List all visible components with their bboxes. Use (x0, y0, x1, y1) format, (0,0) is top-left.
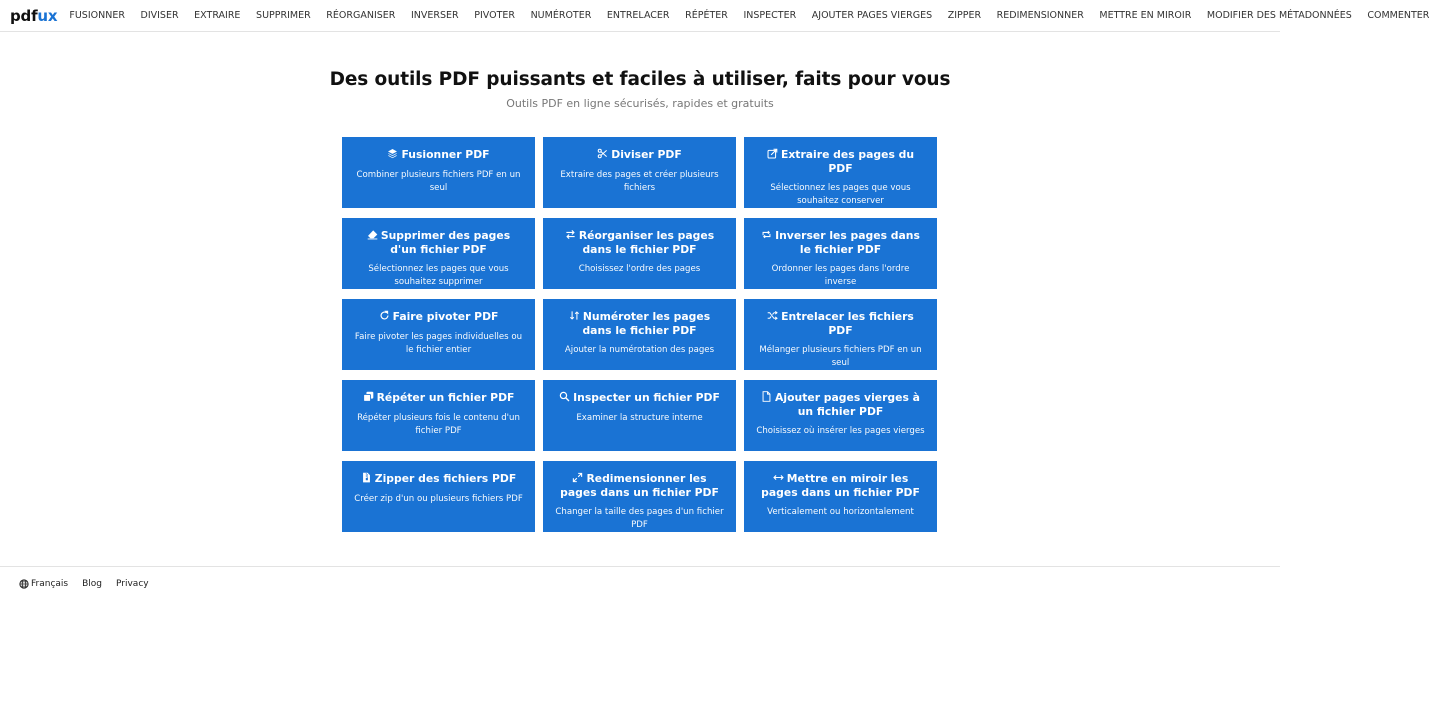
tool-card-title-text: Répéter un fichier PDF (376, 391, 515, 404)
tool-card-title-text: Entrelacer les fichiers PDF (781, 310, 914, 337)
tool-card[interactable] (744, 461, 937, 532)
tool-card-title (756, 391, 925, 418)
tool-card-description: Choisissez où insérer les pages vierges (756, 426, 925, 436)
tool-card[interactable] (543, 218, 736, 289)
footer-link-blog[interactable]: Blog (82, 579, 103, 589)
tool-card-description: Mélanger plusieurs fichiers PDF en un seul (759, 345, 922, 368)
nav-link-extraire[interactable]: EXTRAIRE (194, 10, 241, 21)
rotate-icon (379, 310, 390, 321)
footer (19, 579, 163, 589)
blank-file-icon (761, 391, 772, 402)
main-nav (69, 10, 1445, 21)
tool-card-title (555, 229, 724, 256)
tool-card[interactable] (342, 218, 535, 289)
nav-link-inverser[interactable]: INVERSER (410, 10, 459, 21)
nav-link-redimensionner[interactable]: REDIMENSIONNER (996, 10, 1084, 21)
tool-card-title-text: Ajouter pages vierges à un fichier PDF (775, 391, 920, 418)
nav-link-supprimer[interactable]: SUPPRIMER (256, 10, 311, 21)
horizontal-arrows-icon (773, 472, 784, 483)
tool-card[interactable] (543, 299, 736, 370)
footer-link-privacy[interactable]: Privacy (116, 579, 149, 589)
page-title: Des outils PDF puissants et faciles à utiliser, faits pour vous (329, 69, 951, 90)
tool-card-title-text: Numéroter les pages dans le fichier PDF (582, 310, 711, 337)
tool-card-description: Combiner plusieurs fichiers PDF en un seul (356, 169, 521, 193)
logo[interactable]: pdfux (10, 6, 58, 25)
tool-card-title (354, 310, 523, 324)
tool-card[interactable] (744, 137, 937, 208)
tool-card-title-text: Faire pivoter PDF (392, 310, 499, 323)
tool-card-description: Créer zip d'un ou plusieurs fichiers PDF (354, 493, 523, 504)
tool-card-description: Ordonner les pages dans l'ordre inverse (771, 264, 910, 287)
export-icon (767, 148, 778, 159)
tool-card-title (555, 148, 724, 162)
tool-card[interactable] (744, 218, 937, 289)
tool-card-title-text: Extraire des pages du PDF (780, 148, 915, 175)
swap-arrows-icon (565, 229, 576, 240)
tool-card[interactable] (744, 299, 937, 370)
tool-card-description: Choisissez l'ordre des pages (578, 264, 701, 274)
tool-card-title (555, 310, 724, 337)
tool-card[interactable] (342, 380, 535, 451)
nav-link-entrelacer[interactable]: ENTRELACER (606, 10, 670, 21)
tool-card-title (756, 472, 925, 499)
tool-card-title (354, 472, 523, 486)
copy-icon (363, 391, 374, 402)
scissors-icon (597, 148, 608, 159)
tool-card-description: Faire pivoter les pages individuelles ou le fichier entier (354, 331, 523, 355)
nav-link-zipper[interactable]: ZIPPER (947, 10, 982, 21)
tool-card[interactable] (342, 299, 535, 370)
sort-arrows-icon (569, 310, 580, 321)
nav-link-mettre-en-miroir[interactable]: METTRE EN MIROIR (1099, 10, 1192, 21)
tool-card[interactable] (543, 461, 736, 532)
shuffle-icon (767, 310, 778, 321)
nav-link-modifier-des-metadonnees[interactable]: MODIFIER DES MÉTADONNÉES (1206, 10, 1352, 21)
reverse-icon (761, 229, 772, 240)
page-subtitle: Outils PDF en ligne sécurisés, rapides et gratuits (506, 97, 774, 110)
tool-card-description: Verticalement ou horizontalement (767, 507, 914, 517)
tool-card[interactable] (342, 461, 535, 532)
tool-card-title (354, 391, 523, 405)
top-navbar (0, 0, 1430, 32)
tool-card-title-text: Redimensionner les pages dans un fichier PDF (560, 472, 719, 499)
nav-link-ajouter-pages-vierges[interactable]: AJOUTER PAGES VIERGES (811, 10, 933, 21)
tool-card-description: Changer la taille des pages d'un fichier PDF (555, 507, 724, 530)
tool-card[interactable] (744, 380, 937, 451)
nav-link-reorganiser[interactable]: RÉORGANISER (326, 10, 396, 21)
nav-link-inspecter[interactable]: INSPECTER (743, 10, 797, 21)
tool-card-title (756, 310, 925, 337)
tool-grid (342, 137, 937, 532)
tool-card[interactable] (342, 137, 535, 208)
tool-card-title (756, 229, 925, 256)
tool-card-title-text: Réorganiser les pages dans le fichier PDF (578, 229, 715, 256)
tool-card[interactable] (543, 137, 736, 208)
tool-card-title-text: Inspecter un fichier PDF (573, 391, 720, 404)
nav-link-repeter[interactable]: RÉPÉTER (685, 10, 728, 21)
tool-card-title (756, 148, 925, 175)
hero (0, 32, 1280, 110)
tool-card-title-text: Diviser PDF (611, 148, 682, 161)
tool-card-description: Sélectionnez les pages que vous souhaitez conserver (770, 183, 911, 206)
language-label: Français (31, 579, 69, 589)
tool-card-description: Ajouter la numérotation des pages (564, 345, 715, 355)
expand-icon (572, 472, 583, 483)
nav-link-fusionner[interactable]: FUSIONNER (69, 10, 125, 21)
tool-card-description: Sélectionnez les pages que vous souhaitez supprimer (368, 264, 509, 287)
tool-card-title-text: Mettre en miroir les pages dans un fichier PDF (761, 472, 920, 499)
tool-card-title (354, 148, 523, 162)
tool-card[interactable] (543, 380, 736, 451)
tool-card-description: Examiner la structure interne (576, 412, 703, 423)
tool-card-title-text: Supprimer des pages d'un fichier PDF (380, 229, 511, 256)
tool-card-title (555, 472, 724, 499)
nav-link-diviser[interactable]: DIVISER (140, 10, 179, 21)
tool-card-description: Répéter plusieurs fois le contenu d'un fichier PDF (357, 412, 520, 436)
tool-card-title-text: Fusionner PDF (401, 148, 490, 161)
globe-icon (19, 579, 29, 589)
zip-file-icon (361, 472, 372, 483)
footer-divider (0, 566, 1280, 567)
language-selector[interactable] (19, 579, 68, 589)
tool-card-title-text: Zipper des fichiers PDF (374, 472, 517, 485)
layers-icon (387, 148, 398, 159)
nav-link-pivoter[interactable]: PIVOTER (474, 10, 515, 21)
tool-card-title (555, 391, 724, 405)
eraser-icon (367, 229, 378, 240)
tool-card-title-text: Inverser les pages dans le fichier PDF (775, 229, 920, 256)
search-icon (559, 391, 570, 402)
nav-link-numeroter[interactable]: NUMÉROTER (530, 10, 592, 21)
tool-card-description: Extraire des pages et créer plusieurs fichiers (560, 169, 719, 193)
tool-card-title (354, 229, 523, 256)
nav-link-commenter[interactable]: COMMENTER (1367, 10, 1430, 21)
